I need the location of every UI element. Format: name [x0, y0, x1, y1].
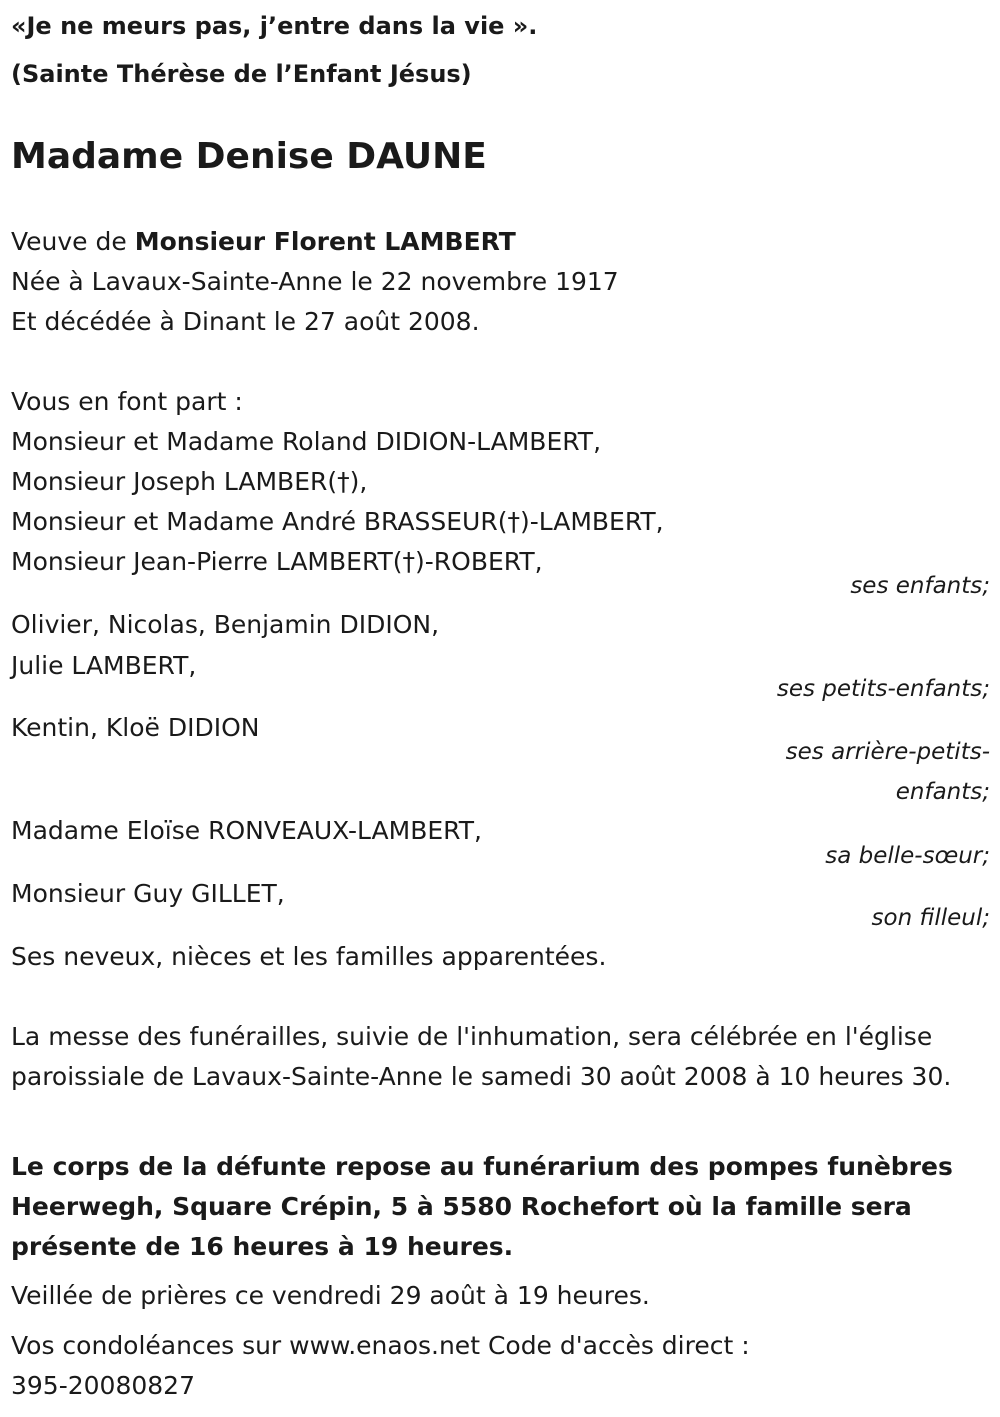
mass-paragraph: La messe des funérailles, suivie de l'inhumation, sera célébrée en l'église paroissiale de Lavaux-Sainte-Anne le samedi 30 août 2008 à 10 heures 30. [11, 1022, 952, 1091]
announcement-intro: Vous en font part : [11, 387, 243, 416]
widow-of: Monsieur Florent LAMBERT [134, 227, 516, 256]
widow-line [11, 222, 516, 262]
great-grandchildren-label: ses arrière-petits- [785, 739, 990, 765]
child-line: Monsieur Joseph LAMBER(†), [11, 467, 368, 496]
godson-line: Monsieur Guy GILLET, [11, 879, 285, 908]
child-line: Monsieur et Madame André BRASSEUR(†)-LAMBERT, [11, 507, 664, 536]
grandchild-line: Julie LAMBERT, [11, 651, 197, 680]
vigil-line: Veillée de prières ce vendredi 29 août à 19 heures. [11, 1281, 650, 1310]
condolences-code: 395-20080827 [11, 1371, 195, 1400]
rest-paragraph: Le corps de la défunte repose au funérarium des pompes funèbres Heerwegh, Square Crépin, 5 à 5580 Rochefort où la famille sera présente de 16 heures à 19 heures. [11, 1152, 953, 1261]
sister-in-law-label: sa belle-sœur; [825, 843, 990, 869]
godson-label: son filleul; [871, 905, 990, 931]
grandchildren-label: ses petits-enfants; [776, 676, 990, 702]
quote-author: (Sainte Thérèse de l’Enfant Jésus) [11, 60, 472, 88]
great-grandchildren-line: Kentin, Kloë DIDION [11, 713, 260, 742]
great-grandchildren-label-cont: enfants; [895, 779, 990, 805]
family-line: Ses neveux, nièces et les familles apparentées. [11, 942, 607, 971]
sister-in-law-line: Madame Eloïse RONVEAUX-LAMBERT, [11, 816, 482, 845]
death-line: Et décédée à Dinant le 27 août 2008. [11, 307, 480, 336]
child-line: Monsieur et Madame Roland DIDION-LAMBERT, [11, 427, 602, 456]
widow-prefix: Veuve de [11, 227, 135, 256]
birth-line: Née à Lavaux-Sainte-Anne le 22 novembre 1917 [11, 267, 619, 296]
deceased-name: Madame Denise DAUNE [11, 136, 487, 177]
children-label: ses enfants; [850, 573, 990, 599]
child-line: Monsieur Jean-Pierre LAMBERT(†)-ROBERT, [11, 547, 543, 576]
grandchild-line: Olivier, Nicolas, Benjamin DIDION, [11, 610, 440, 639]
condolences-line: Vos condoléances sur www.enaos.net Code d'accès direct : [11, 1331, 750, 1360]
quote-text: «Je ne meurs pas, j’entre dans la vie ». [11, 12, 538, 40]
